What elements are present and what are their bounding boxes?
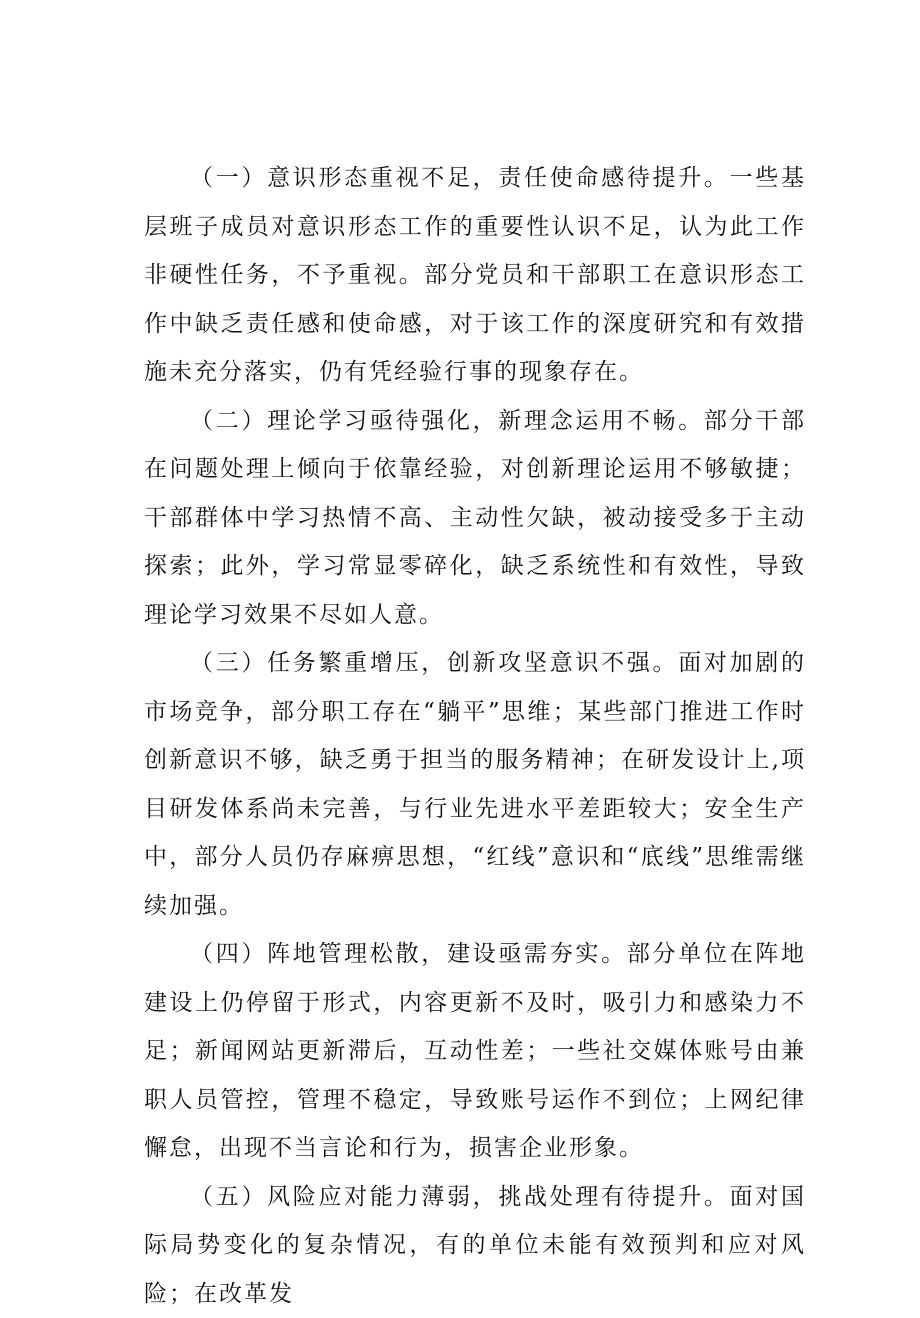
paragraph-5: （五）风险应对能力薄弱，挑战处理有待提升。面对国际局势变化的复杂情况，有的单位未能有效预判和应对风险；在改革发 bbox=[144, 1173, 806, 1318]
document-body bbox=[144, 154, 806, 1318]
paragraph-4: （四）阵地管理松散，建设亟需夯实。部分单位在阵地建设上仍停留于形式，内容更新不及时，吸引力和感染力不足；新闻网站更新滞后，互动性差；一些社交媒体账号由兼职人员管控，管理不稳定，导致账号运作不到位；上网纪律懈怠，出现不当言论和行为，损害企业形象。 bbox=[144, 930, 806, 1173]
paragraph-1: （一）意识形态重视不足，责任使命感待提升。一些基层班子成员对意识形态工作的重要性认识不足，认为此工作非硬性任务，不予重视。部分党员和干部职工在意识形态工作中缺乏责任感和使命感，对于该工作的深度研究和有效措施未充分落实，仍有凭经验行事的现象存在。 bbox=[144, 154, 806, 397]
paragraph-3: （三）任务繁重增压，创新攻坚意识不强。面对加剧的市场竞争，部分职工存在“躺平”思维；某些部门推进工作时创新意识不够，缺乏勇于担当的服务精神；在研发设计上,项目研发体系尚未完善，与行业先进水平差距较大；安全生产中，部分人员仍存麻痹思想，“红线”意识和“底线”思维需继续加强。 bbox=[144, 639, 806, 930]
paragraph-2: （二）理论学习亟待强化，新理念运用不畅。部分干部在问题处理上倾向于依靠经验，对创新理论运用不够敏捷；干部群体中学习热情不高、主动性欠缺，被动接受多于主动探索；此外，学习常显零碎化，缺乏系统性和有效性，导致理论学习效果不尽如人意。 bbox=[144, 397, 806, 640]
